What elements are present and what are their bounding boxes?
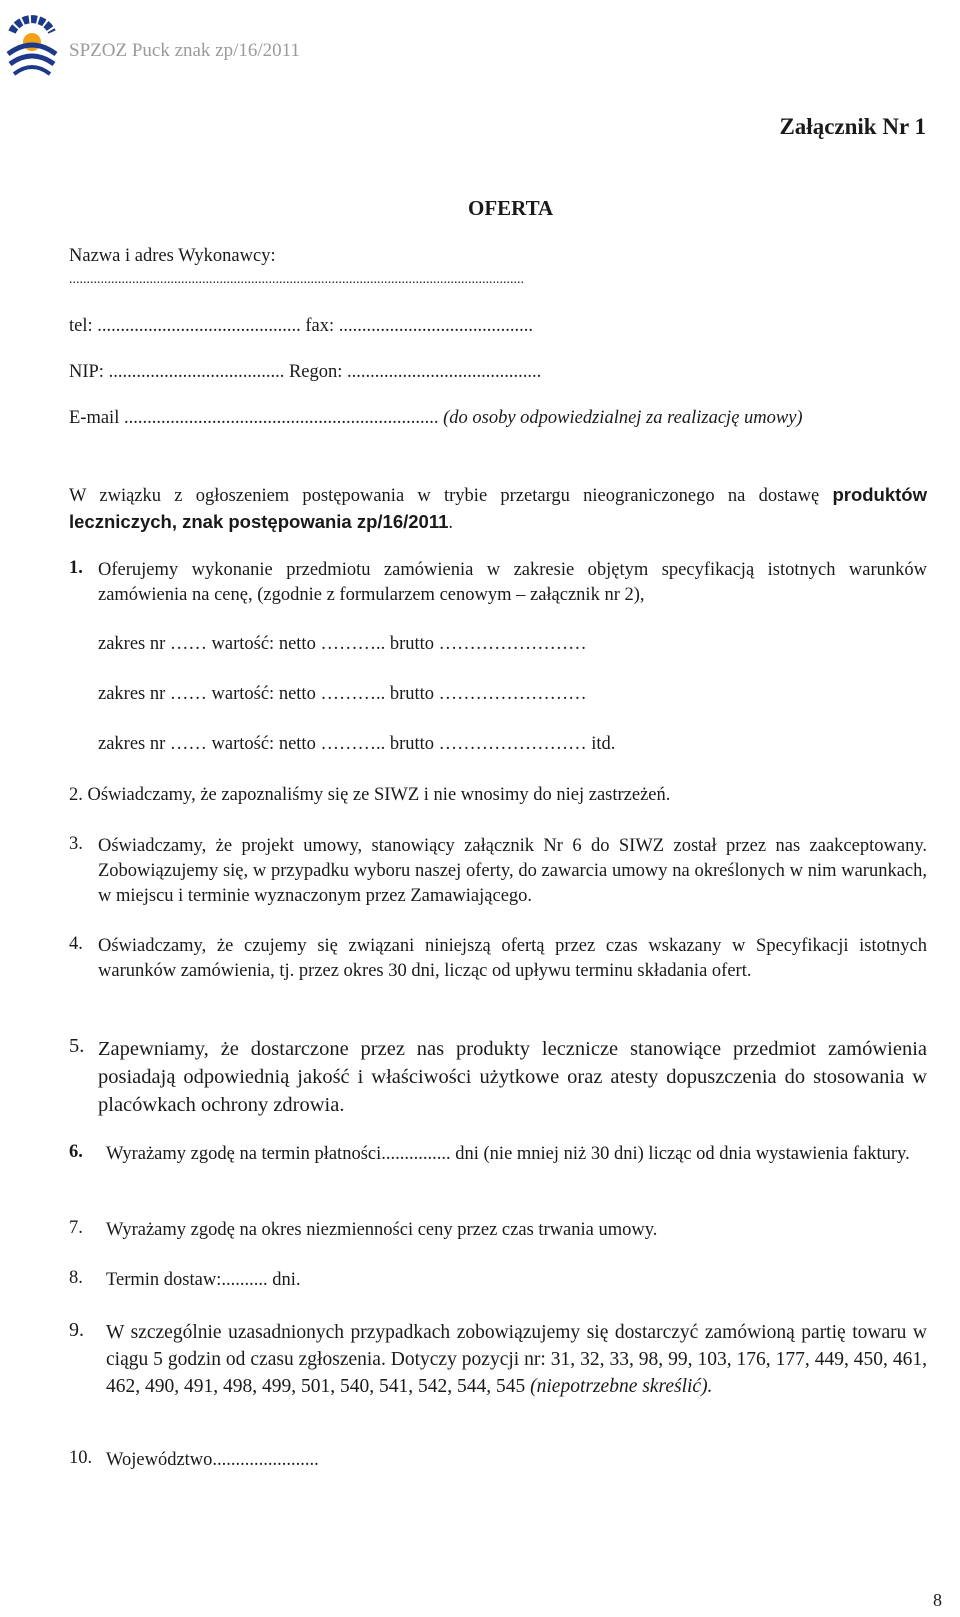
item-7 — [69, 1218, 927, 1243]
range-row-2[interactable]: zakres nr …… wartość: netto ……….. brutto …………………… — [98, 684, 587, 704]
annex-label: Załącznik Nr 1 — [779, 114, 926, 139]
item-1 — [69, 558, 927, 608]
email-field[interactable]: E-mail .................................................................... — [69, 408, 439, 428]
item-4-number: 4. — [69, 934, 83, 954]
item-8-number: 8. — [69, 1268, 83, 1288]
item-1-number: 1. — [69, 558, 83, 578]
page-title: OFERTA — [468, 196, 554, 220]
item-3 — [69, 834, 927, 909]
item-8 — [69, 1268, 927, 1293]
item-9-text — [106, 1319, 927, 1400]
item-6-number: 6. — [69, 1142, 83, 1162]
intro-bold: produktów leczniczych, znak postępowania zp/16/2011 — [69, 484, 927, 532]
item-7-number: 7. — [69, 1218, 83, 1238]
document-reference: SPZOZ Puck znak zp/16/2011 — [69, 40, 300, 61]
item-9-note: (niepotrzebne skreślić). — [530, 1376, 713, 1397]
item-1-text: Oferujemy wykonanie przedmiotu zamówienia w zakresie objętym specyfikacją istotnych warunków zamówienia na cenę, (zgodnie z formularzem cenowym – załącznik nr 2), — [98, 560, 927, 605]
item-10-number: 10. — [69, 1448, 93, 1468]
item-5 — [69, 1035, 927, 1119]
item-10 — [69, 1448, 927, 1473]
nip-regon-line[interactable]: NIP: ...................................... Regon: .......................................... — [69, 362, 542, 382]
contractor-name-field[interactable]: .................................................................................................................................. — [69, 272, 524, 287]
email-note: (do osoby odpowiedzialnej za realizację umowy) — [443, 408, 803, 428]
item-2: 2. Oświadczamy, że zapoznaliśmy się ze SIWZ i nie wnosimy do niej zastrzeżeń. — [69, 785, 671, 805]
email-line[interactable] — [69, 408, 803, 429]
tel-fax-line[interactable]: tel: ............................................ fax: .......................................... — [69, 316, 534, 336]
contractor-name-label: Nazwa i adres Wykonawcy: — [69, 246, 276, 266]
item-6-text[interactable]: Wyrażamy zgodę na termin płatności............... dni (nie mniej niż 30 dni) licząc od dnia wystawienia faktury. — [106, 1144, 910, 1164]
item-3-number: 3. — [69, 834, 83, 854]
item-7-text: Wyrażamy zgodę na okres niezmienności ceny przez czas trwania umowy. — [106, 1220, 658, 1240]
intro-text: W związku z ogłoszeniem postępowania w trybie przetargu nieograniczonego na dostawę — [69, 486, 820, 506]
item-4-text: Oświadczamy, że czujemy się związani niniejszą ofertą przez czas wskazany w Specyfikacji istotnych warunków zamówienia, tj. przez okres 30 dni, licząc od upływu terminu składania ofert. — [98, 936, 927, 981]
page-number: 8 — [933, 1590, 942, 1610]
item-9 — [69, 1319, 927, 1400]
item-4 — [69, 934, 927, 984]
intro-period: . — [448, 513, 454, 533]
item-10-text[interactable]: Województwo....................... — [106, 1450, 319, 1470]
intro-paragraph — [69, 482, 927, 536]
item-5-number: 5. — [69, 1035, 85, 1057]
range-row-1[interactable]: zakres nr …… wartość: netto ……….. brutto …………………… — [98, 634, 587, 654]
item-6 — [69, 1142, 927, 1167]
item-8-text[interactable]: Termin dostaw:.......... dni. — [106, 1270, 301, 1290]
item-9-number: 9. — [69, 1319, 84, 1341]
item-3-text: Oświadczamy, że projekt umowy, stanowiący załącznik Nr 6 do SIWZ został przez nas zaakceptowany. Zobowiązujemy się, w przypadku wyboru naszej oferty, do zawarcia umowy na określonych w nim warunkach, w miejscu i terminie wyznaczonym przez Zamawiającego. — [98, 836, 927, 906]
item-9-body: W szczególnie uzasadnionych przypadkach zobowiązujemy się dostarczyć zamówioną partię towaru w ciągu 5 godzin od czasu zgłoszenia. Dotyczy pozycji nr: 31, 32, 33, 98, 99, 103, 176, 177, 449, 450, 461, 462, 490, 491, 498, 499, 501, 540, 541, 542, 544, 545 — [106, 1322, 927, 1397]
item-5-text: Zapewniamy, że dostarczone przez nas produkty lecznicze stanowiące przedmiot zamówienia posiadają odpowiednią jakość i właściwości użytkowe oraz atesty dopuszczenia do stosowania w placówkach ochrony zdrowia. — [98, 1038, 927, 1116]
range-row-3[interactable]: zakres nr …… wartość: netto ……….. brutto …………………… itd. — [98, 734, 616, 754]
hospital-logo — [4, 2, 60, 86]
